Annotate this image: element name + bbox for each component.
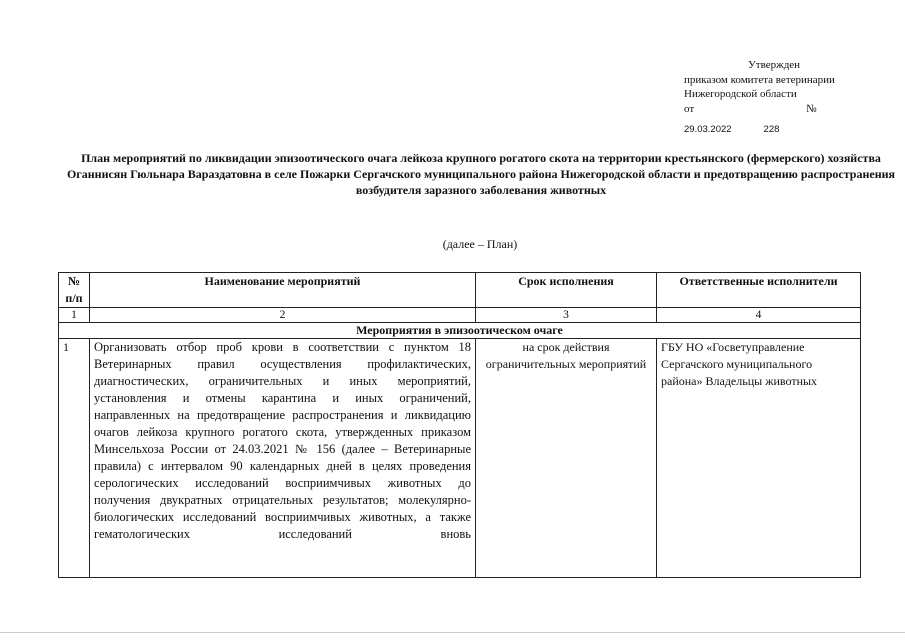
row-deadline: на срок действия ограничительных мероприятий — [476, 339, 657, 578]
header-executors: Ответственные исполнители — [657, 273, 861, 308]
approval-date-row — [684, 102, 884, 117]
row-executors: ГБУ НО «Госветуправление Сергачского муниципального района» Владельцы животных — [657, 339, 861, 578]
approval-date: 29.03.2022 — [684, 124, 732, 135]
section-row — [59, 323, 861, 339]
column-number: 3 — [476, 308, 657, 323]
page-bottom-edge — [0, 632, 905, 633]
column-number: 1 — [59, 308, 90, 323]
column-number: 4 — [657, 308, 861, 323]
approval-line-1: приказом комитета ветеринарии — [684, 73, 835, 86]
row-number: 1 — [59, 339, 90, 578]
approval-number-label: № — [806, 102, 817, 115]
header-activity: Наименование мероприятий — [90, 273, 476, 308]
table-row — [59, 339, 861, 578]
header-number: № п/п — [59, 273, 90, 308]
approval-number: 228 — [763, 124, 780, 135]
row-description: Организовать отбор проб крови в соответствии с пунктом 18 Ветеринарных правил осуществления профилактических, диагностических, ограничительных и иных мероприятий, установления и отмены карантина и иных ограничений, направленных на предотвращение распространения и ликвидацию очагов лейкоза крупного рогатого скота, утвержденных приказом Минсельхоза России от 24.03.2021 № 156 (далее – Ветеринарные правила) с интервалом 90 календарных дней в целях проведения серологических исследований восприимчивых животных до получения двукратных отрицательных результатов; молекулярно-биологических исследований восприимчивых животных, а также гематологических исследований вновь — [90, 339, 476, 578]
document-title: План мероприятий по ликвидации эпизоотического очага лейкоза крупного рогатого скота на территории крестьянского (фермерского) хозяйства Оганнисян Гюльнара Вараздатовна в селе Пожарки Сергачского муниципального района Нижегородской области и предотвращению распространения возбудителя заразного заболевания животных — [66, 151, 896, 197]
approval-stamp — [684, 58, 884, 138]
column-number-row — [59, 308, 861, 323]
table-header-row — [59, 273, 861, 308]
approval-handwritten-row — [684, 123, 884, 138]
approval-from-label: от — [684, 102, 695, 115]
plan-table — [58, 272, 861, 578]
approval-title: Утвержден — [748, 59, 801, 71]
document-subtitle: (далее – План) — [442, 237, 518, 251]
column-number: 2 — [90, 308, 476, 323]
approval-line-2: Нижегородской области — [684, 88, 797, 100]
header-deadline: Срок исполнения — [476, 273, 657, 308]
section-title: Мероприятия в эпизоотическом очаге — [59, 323, 861, 339]
